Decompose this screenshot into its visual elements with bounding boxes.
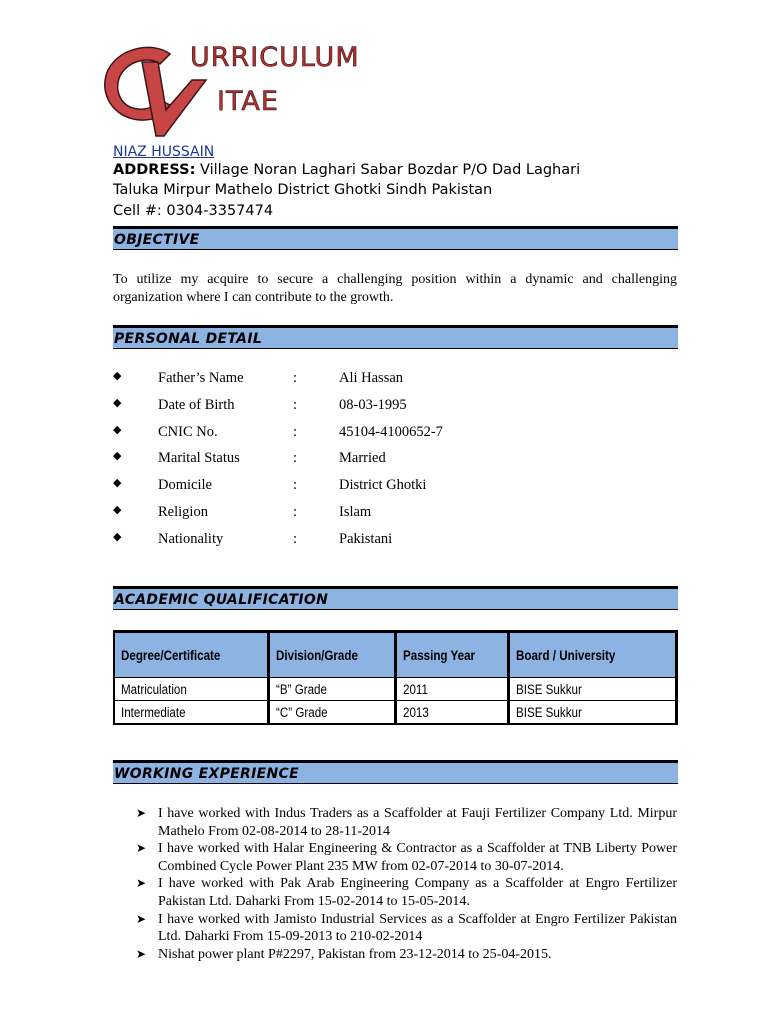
detail-label: Nationality bbox=[158, 530, 224, 547]
cell-grade: “C” Grade bbox=[269, 701, 396, 725]
candidate-name: NIAZ HUSSAIN bbox=[113, 144, 215, 160]
cell-grade: “B” Grade bbox=[269, 678, 396, 701]
diamond-bullet-icon: ◆ bbox=[113, 450, 122, 463]
personal-detail-row bbox=[113, 504, 613, 524]
detail-value: Ali Hassan bbox=[339, 370, 404, 386]
cell-board: BISE Sukkur bbox=[509, 701, 677, 725]
cell-board: BISE Sukkur bbox=[509, 678, 677, 701]
diamond-bullet-icon: ◆ bbox=[113, 370, 122, 382]
th-board: Board / University bbox=[509, 632, 677, 678]
cell-line bbox=[113, 203, 273, 219]
detail-colon: : bbox=[293, 530, 298, 547]
diamond-bullet-icon: ◆ bbox=[113, 504, 122, 516]
detail-value: Married bbox=[339, 450, 386, 467]
personal-detail-row bbox=[113, 450, 613, 470]
detail-value: 08-03-1995 bbox=[339, 396, 407, 413]
section-title-experience: WORKING EXPERIENCE bbox=[114, 766, 299, 782]
address-label: ADDRESS: bbox=[113, 162, 196, 178]
experience-text: I have worked with Indus Traders as a Scaffolder at Fauji Fertilizer Company Ltd. Mirpur Mathelo From 02-08-2014 to 28-11-2014 bbox=[158, 806, 677, 839]
th-year: Passing Year bbox=[396, 632, 509, 678]
table-row bbox=[114, 678, 677, 701]
section-title-objective: OBJECTIVE bbox=[114, 232, 200, 248]
cv-logo bbox=[100, 40, 400, 140]
diamond-bullet-icon: ◆ bbox=[113, 423, 122, 436]
detail-colon: : bbox=[293, 370, 298, 386]
detail-value: 45104-4100652-7 bbox=[339, 423, 443, 440]
logo-word-itae: ITAE bbox=[217, 86, 279, 117]
arrow-bullet-icon: ➤ bbox=[136, 946, 147, 961]
diamond-bullet-icon: ◆ bbox=[113, 477, 122, 490]
experience-text: Nishat power plant P#2297, Pakistan from 23-12-2014 to 25-04-2015. bbox=[158, 946, 552, 962]
experience-list bbox=[136, 805, 677, 963]
list-item bbox=[136, 805, 677, 840]
list-item bbox=[136, 911, 677, 946]
diamond-bullet-icon: ◆ bbox=[113, 396, 122, 409]
address-line-2: Taluka Mirpur Mathelo District Ghotki Sindh Pakistan bbox=[113, 182, 493, 198]
detail-label: Domicile bbox=[158, 477, 212, 494]
list-item bbox=[136, 946, 677, 964]
detail-colon: : bbox=[293, 450, 298, 467]
cell-label: Cell #: bbox=[113, 203, 162, 219]
section-title-personal: PERSONAL DETAIL bbox=[114, 331, 263, 347]
detail-label: Father’s Name bbox=[158, 370, 244, 386]
detail-value: District Ghotki bbox=[339, 477, 427, 494]
section-personal-detail bbox=[113, 325, 678, 349]
detail-label: Date of Birth bbox=[158, 396, 235, 413]
table-header-row bbox=[114, 632, 677, 678]
detail-colon: : bbox=[293, 477, 298, 494]
section-title-academic: ACADEMIC QUALIFICATION bbox=[114, 592, 329, 608]
detail-label: CNIC No. bbox=[158, 423, 218, 440]
cell-degree: Matriculation bbox=[114, 678, 269, 701]
experience-text: I have worked with Jamisto Industrial Services as a Scaffolder at Engro Fertilizer Pakistan Ltd. Daharki From 15-09-2013 to 210-02-2014 bbox=[158, 911, 677, 945]
personal-detail-row bbox=[113, 397, 613, 417]
detail-colon: : bbox=[293, 504, 298, 520]
list-item bbox=[136, 840, 677, 875]
arrow-bullet-icon: ➤ bbox=[136, 841, 147, 856]
address-line-1 bbox=[113, 162, 580, 178]
arrow-bullet-icon: ➤ bbox=[136, 806, 147, 820]
personal-detail-row bbox=[113, 531, 613, 551]
cell-number: 0304-3357474 bbox=[166, 203, 274, 219]
section-experience bbox=[113, 760, 678, 784]
cell-year: 2011 bbox=[396, 678, 509, 701]
arrow-bullet-icon: ➤ bbox=[136, 876, 147, 891]
address-value-1: Village Noran Laghari Sabar Bozdar P/O Dad Laghari bbox=[200, 162, 581, 178]
detail-label: Marital Status bbox=[158, 450, 240, 467]
th-degree: Degree/Certificate bbox=[114, 632, 269, 678]
logo-word-urriculum: URRICULUM bbox=[190, 42, 360, 73]
personal-detail-row bbox=[113, 477, 613, 497]
th-division: Division/Grade bbox=[269, 632, 396, 678]
personal-detail-row bbox=[113, 424, 613, 444]
detail-label: Religion bbox=[158, 504, 208, 520]
detail-colon: : bbox=[293, 396, 298, 413]
personal-detail-row bbox=[113, 370, 613, 390]
cell-degree: Intermediate bbox=[114, 701, 269, 725]
detail-value: Islam bbox=[339, 504, 372, 520]
detail-colon: : bbox=[293, 423, 298, 440]
experience-text: I have worked with Halar Engineering & Contractor as a Scaffolder at TNB Liberty Power Combined Cycle Power Plant 235 MW from 02-07-2014 to 30-07-2014. bbox=[158, 841, 677, 874]
section-academic bbox=[113, 586, 678, 610]
cell-year: 2013 bbox=[396, 701, 509, 725]
diamond-bullet-icon: ◆ bbox=[113, 530, 122, 543]
table-row bbox=[114, 701, 677, 725]
list-item bbox=[136, 875, 677, 910]
detail-value: Pakistani bbox=[339, 530, 393, 547]
section-objective bbox=[113, 226, 678, 250]
objective-text: To utilize my acquire to secure a challenging position within a dynamic and challenging organization where I can contribute to the growth. bbox=[113, 272, 677, 305]
qualification-table bbox=[113, 630, 678, 725]
experience-text: I have worked with Pak Arab Engineering Company as a Scaffolder at Engro Fertilizer Pakistan Ltd. Daharki From 15-02-2014 to 15-05-2014. bbox=[158, 876, 677, 909]
arrow-bullet-icon: ➤ bbox=[136, 911, 147, 926]
